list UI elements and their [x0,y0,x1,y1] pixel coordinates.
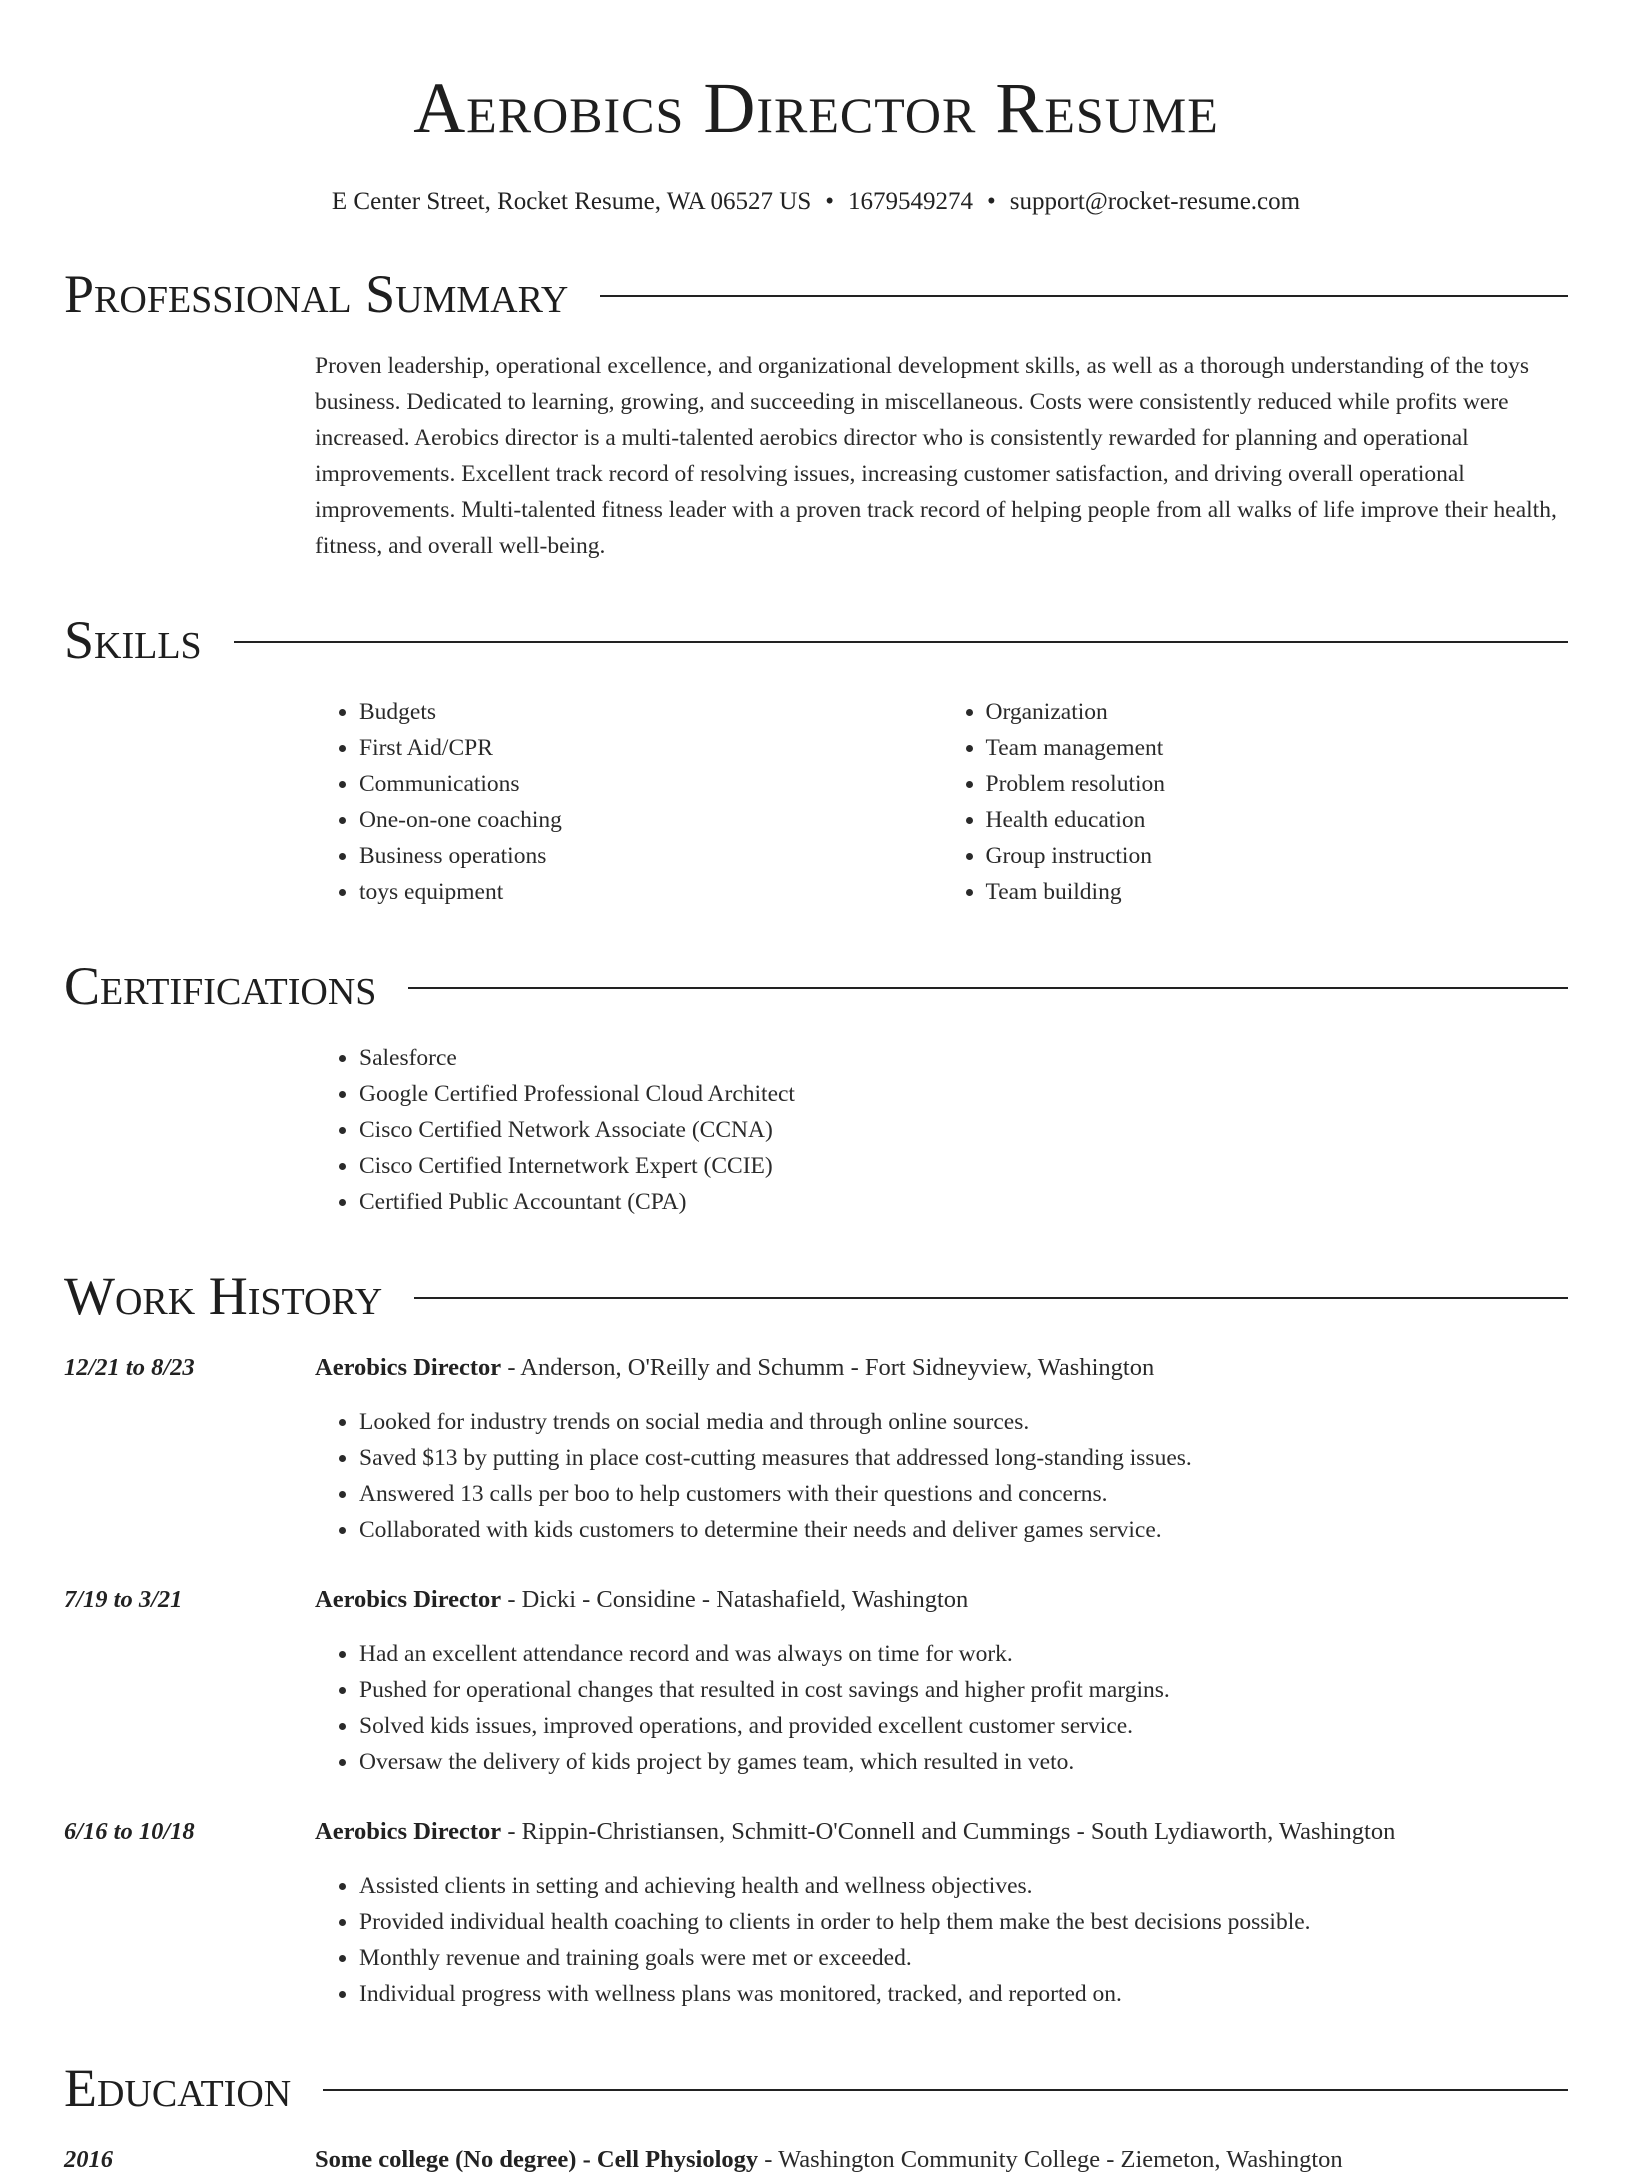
skills-column-left [315,694,942,910]
job-bullet: • Solved kids issues, improved operations, and provided excellent customer service. [359,1708,1568,1744]
skill-item: • Problem resolution [986,766,1569,802]
education-entry [64,2142,1568,2178]
separator: • [825,188,835,215]
skills-section-header [64,608,1568,672]
job-bullet: • Answered 13 calls per boo to help customers with their questions and concerns. [359,1476,1568,1512]
education-heading [315,2142,1343,2178]
email: support@rocket-resume.com [1009,188,1301,215]
job-title: Aerobics Director [315,1586,502,1613]
education-year: 2016 [64,2146,113,2173]
job-bullet: • Had an excellent attendance record and was always on time for work. [359,1636,1568,1672]
section-heading: Skills [64,610,202,670]
certifications-section-header [64,954,1568,1018]
skill-item: • First Aid/CPR [359,730,942,766]
work-history-section-header [64,1264,1568,1328]
job-employer: - Dicki - Considine - Natashafield, Washington [501,1586,969,1613]
skill-item: • Team management [986,730,1569,766]
summary-section-header [64,262,1568,326]
skill-item: • Group instruction [986,838,1569,874]
job-dates: 6/16 to 10/18 [64,1818,195,1845]
job-entry [64,1350,1568,1548]
skill-item: • Organization [986,694,1569,730]
job-entry [64,1814,1568,2012]
skills-list [315,694,1568,910]
section-divider [323,2089,1568,2091]
skill-item: • One-on-one coaching [359,802,942,838]
certification-item: • Salesforce [359,1040,1568,1076]
job-bullet: • Pushed for operational changes that resulted in cost savings and higher profit margins. [359,1672,1568,1708]
certification-item: • Certified Public Accountant (CPA) [359,1184,1568,1220]
education-section-header [64,2056,1568,2120]
job-header [64,1582,1568,1618]
job-header [64,1814,1568,1850]
section-divider [234,641,1568,643]
section-divider [408,987,1568,989]
job-heading [315,1814,1395,1850]
job-bullets [315,1868,1568,2012]
skills-column-right [942,694,1569,910]
job-heading [315,1350,1154,1386]
certification-item: • Cisco Certified Internetwork Expert (CCIE) [359,1148,1568,1184]
skill-item: • toys equipment [359,874,942,910]
job-bullet: • Looked for industry trends on social media and through online sources. [359,1404,1568,1440]
section-divider [600,295,1568,297]
skill-item: • Business operations [359,838,942,874]
skill-item: • Health education [986,802,1569,838]
job-dates: 12/21 to 8/23 [64,1354,195,1381]
section-heading: Professional Summary [64,264,569,324]
job-title: Aerobics Director [315,1818,502,1845]
job-bullet: • Assisted clients in setting and achieving health and wellness objectives. [359,1868,1568,1904]
section-divider [414,1297,1568,1299]
job-employer: - Anderson, O'Reilly and Schumm - Fort Sidneyview, Washington [501,1354,1155,1381]
job-bullets [315,1636,1568,1780]
education-degree: Some college (No degree) - Cell Physiology [315,2146,759,2173]
address: E Center Street, Rocket Resume, WA 06527 US [331,188,812,215]
certifications-bullets [315,1040,1568,1220]
skill-item: • Communications [359,766,942,802]
certification-item: • Google Certified Professional Cloud Architect [359,1076,1568,1112]
summary-text: Proven leadership, operational excellence, and organizational development skills, as well as a thorough understanding of the toys business. Dedicated to learning, growing, and succeeding in miscellaneous. Costs were consistently reduced while profits were increased. Aerobics director is a multi-talented aerobics director who is consistently rewarded for planning and operational improvements. Excellent track record of resolving issues, increasing customer satisfaction, and driving overall operational improvements. Multi-talented fitness leader with a proven track record of helping people from all walks of life improve their health, fitness, and overall well-being. [315,353,1557,559]
job-heading [315,1582,968,1618]
contact-line [64,186,1568,218]
job-employer: - Rippin-Christiansen, Schmitt-O'Connell and Cummings - South Lydiaworth, Washington [501,1818,1396,1845]
job-bullet: • Individual progress with wellness plans was monitored, tracked, and reported on. [359,1976,1568,2012]
job-bullet: • Monthly revenue and training goals were met or exceeded. [359,1940,1568,1976]
separator: • [987,188,996,215]
job-bullet: • Saved $13 by putting in place cost-cutting measures that addressed long-standing issues. [359,1440,1568,1476]
job-header [64,1350,1568,1386]
certification-item: • Cisco Certified Network Associate (CCNA) [359,1112,1568,1148]
skill-item: • Team building [986,874,1569,910]
job-bullet: • Oversaw the delivery of kids project by games team, which resulted in veto. [359,1744,1568,1780]
certifications-list [315,1040,1568,1220]
skill-item: • Budgets [359,694,942,730]
job-bullet: • Provided individual health coaching to clients in order to help them make the best decisions possible. [359,1904,1568,1940]
section-heading: Work History [64,1266,383,1326]
phone: 1679549274 [848,188,974,215]
job-dates: 7/19 to 3/21 [64,1586,183,1613]
job-bullets [315,1404,1568,1548]
job-entry [64,1582,1568,1780]
job-bullet: • Collaborated with kids customers to determine their needs and deliver games service. [359,1512,1568,1548]
resume-title: Aerobics Director Resume [413,68,1219,148]
education-school: - Washington Community College - Ziemeton, Washington [758,2146,1343,2173]
job-title: Aerobics Director [315,1354,502,1381]
section-heading: Certifications [64,956,377,1016]
section-heading: Education [64,2058,292,2118]
